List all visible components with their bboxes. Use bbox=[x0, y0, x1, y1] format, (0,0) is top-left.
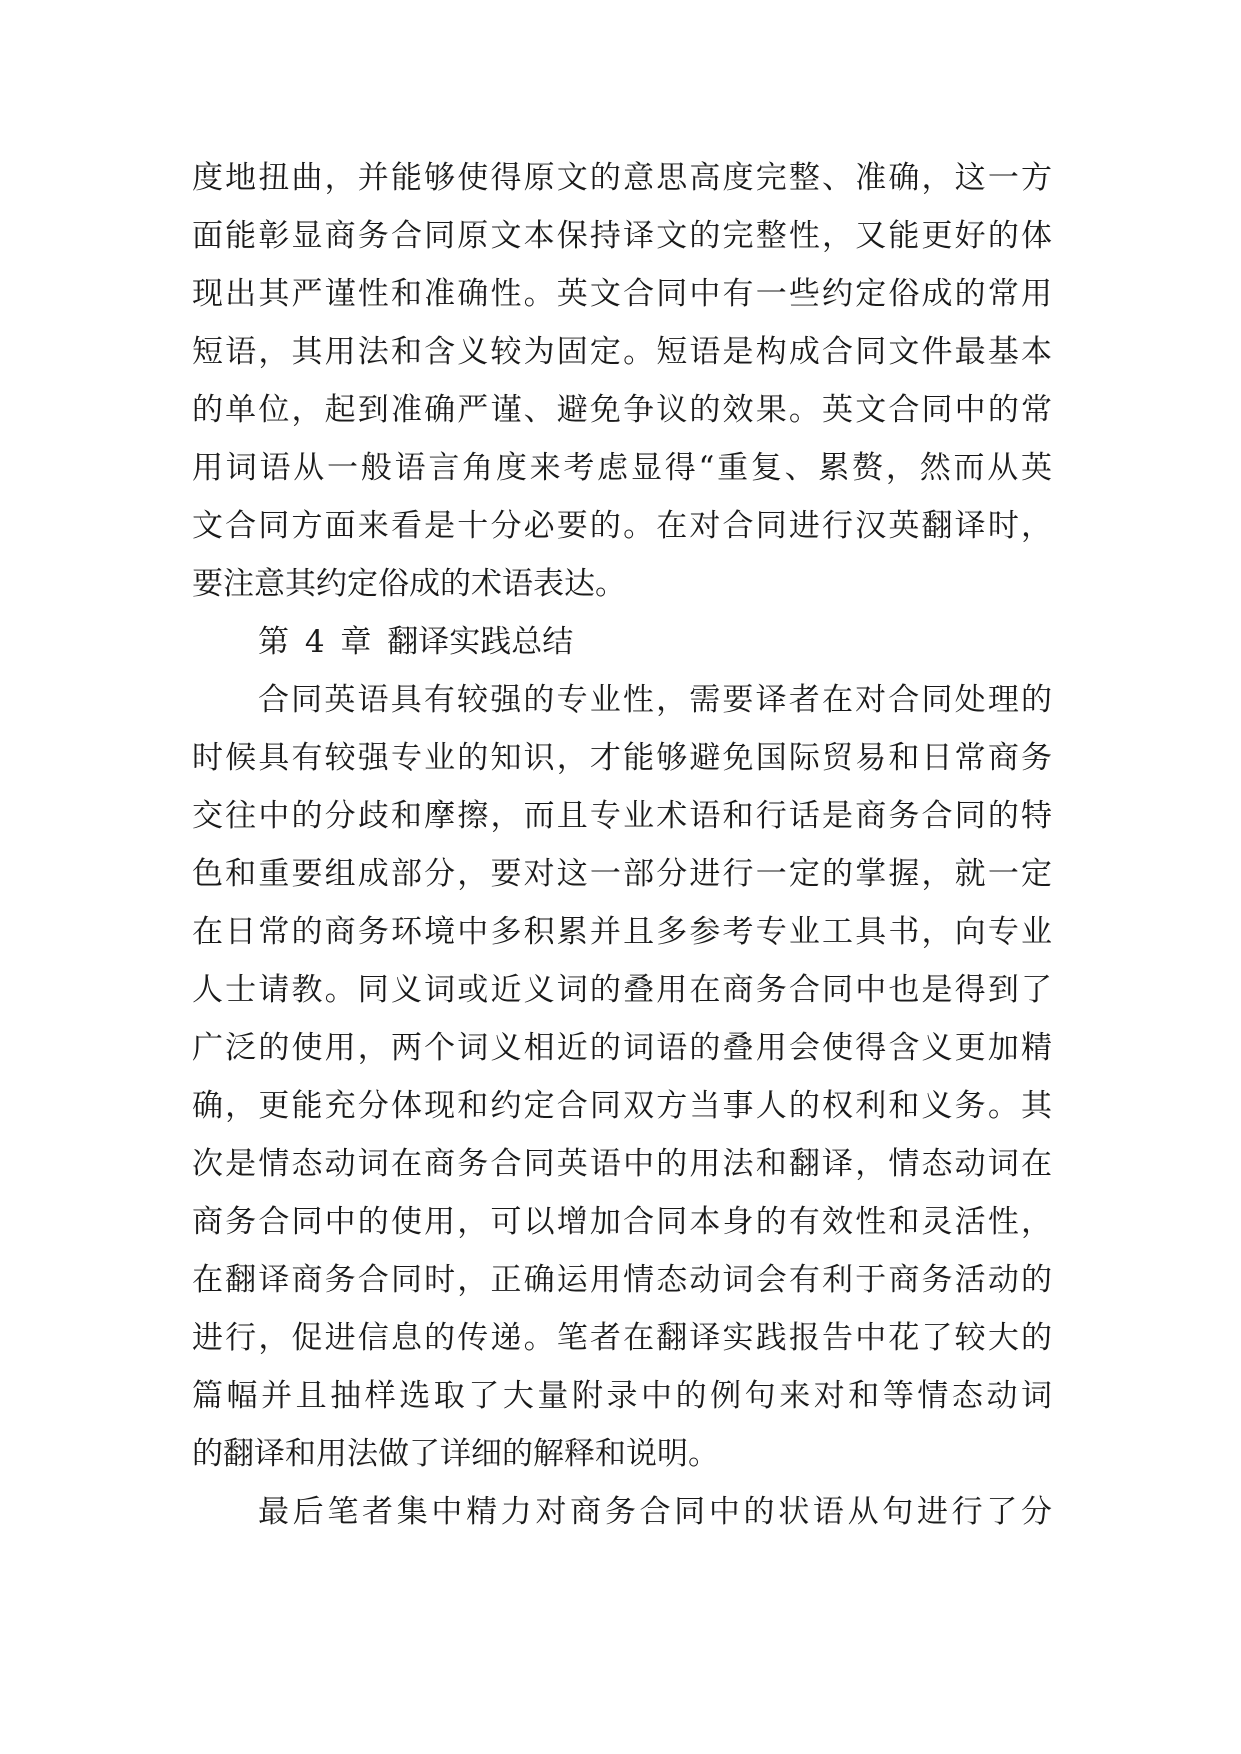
paragraph-line: 交往中的分歧和摩擦，而且专业术语和行话是商务合同的特 bbox=[192, 798, 1052, 834]
paragraph-line: 在翻译商务合同时，正确运用情态动词会有利于商务活动的 bbox=[192, 1262, 1052, 1298]
paragraph-line: 的翻译和用法做了详细的解释和说明。 bbox=[192, 1436, 719, 1472]
paragraph-line: 在日常的商务环境中多积累并且多参考专业工具书，向专业 bbox=[192, 914, 1052, 950]
paragraph-line: 色和重要组成部分，要对这一部分进行一定的掌握，就一定 bbox=[192, 856, 1052, 892]
paragraph-line: 篇幅并且抽样选取了大量附录中的例句来对和等情态动词 bbox=[192, 1378, 1052, 1414]
paragraph-line: 度地扭曲，并能够使得原文的意思高度完整、准确，这一方 bbox=[192, 160, 1052, 196]
chapter-heading: 第 4 章 翻译实践总结 bbox=[258, 624, 574, 660]
paragraph-line: 的单位，起到准确严谨、避免争议的效果。英文合同中的常 bbox=[192, 392, 1052, 428]
paragraph-line: 合同英语具有较强的专业性，需要译者在对合同处理的 bbox=[258, 682, 1052, 718]
paragraph-line: 广泛的使用，两个词义相近的词语的叠用会使得含义更加精 bbox=[192, 1030, 1052, 1066]
paragraph-line: 人士请教。同义词或近义词的叠用在商务合同中也是得到了 bbox=[192, 972, 1052, 1008]
paragraph-line: 时候具有较强专业的知识，才能够避免国际贸易和日常商务 bbox=[192, 740, 1052, 776]
paragraph-line: 商务合同中的使用，可以增加合同本身的有效性和灵活性， bbox=[192, 1204, 1052, 1240]
paragraph-line: 用词语从一般语言角度来考虑显得“重复、累赘，然而从英 bbox=[192, 450, 1052, 486]
paragraph-line: 次是情态动词在商务合同英语中的用法和翻译，情态动词在 bbox=[192, 1146, 1052, 1182]
paragraph-line: 确，更能充分体现和约定合同双方当事人的权利和义务。其 bbox=[192, 1088, 1052, 1124]
paragraph-line: 短语，其用法和含义较为固定。短语是构成合同文件最基本 bbox=[192, 334, 1052, 370]
paragraph-line: 要注意其约定俗成的术语表达。 bbox=[192, 566, 626, 602]
paragraph-line: 现出其严谨性和准确性。英文合同中有一些约定俗成的常用 bbox=[192, 276, 1052, 312]
paragraph-line: 面能彰显商务合同原文本保持译文的完整性，又能更好的体 bbox=[192, 218, 1052, 254]
paragraph-line: 进行，促进信息的传递。笔者在翻译实践报告中花了较大的 bbox=[192, 1320, 1052, 1356]
paragraph-line: 文合同方面来看是十分必要的。在对合同进行汉英翻译时， bbox=[192, 508, 1052, 544]
paragraph-line: 最后笔者集中精力对商务合同中的状语从句进行了分 bbox=[258, 1494, 1052, 1530]
